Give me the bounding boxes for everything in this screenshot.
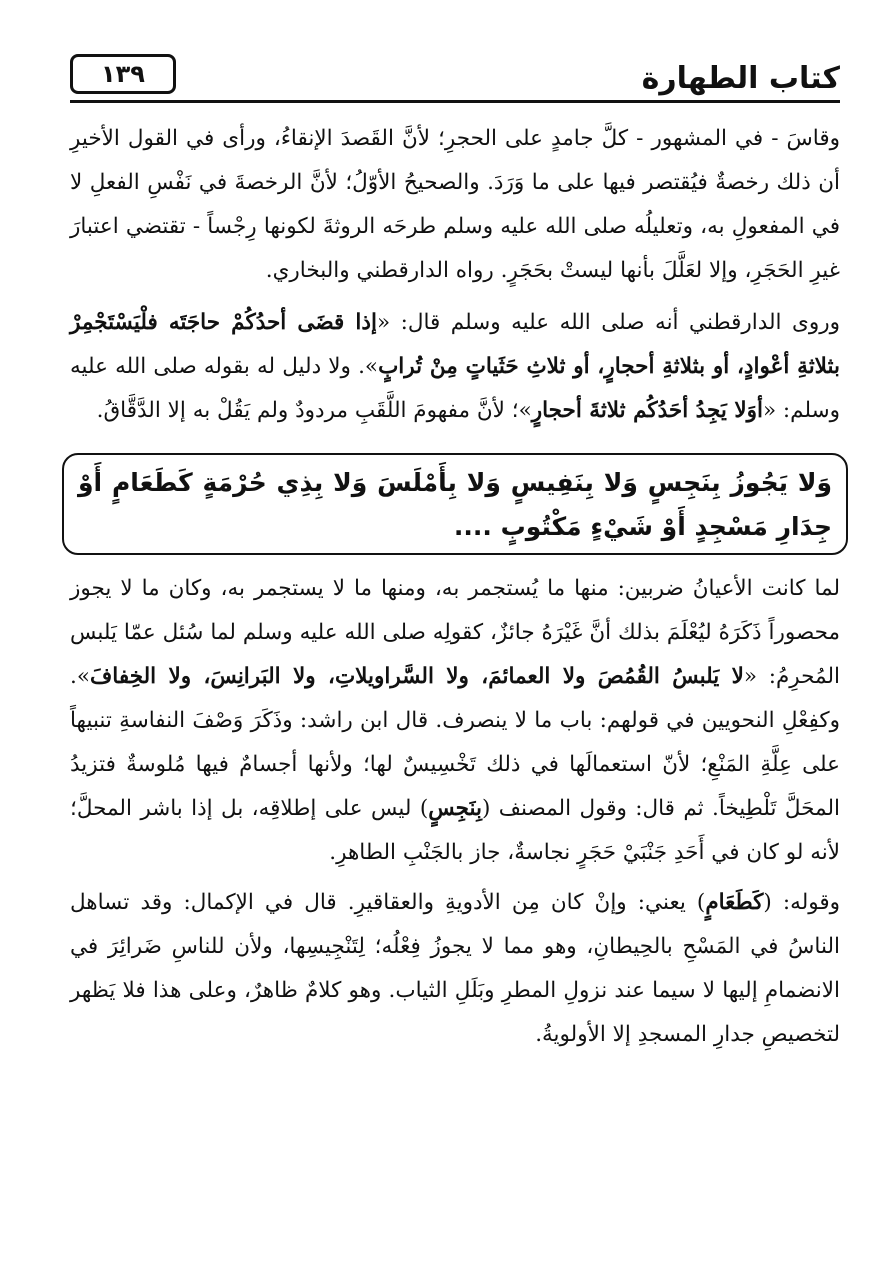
running-title: كتاب الطهارة xyxy=(641,61,840,96)
matn-text: وَلا يَجُوزُ بِنَجِسٍ وَلا بِنَفِيسٍ وَلا بِأَمْلَسَ وَلا بِذِي حُرْمَةٍ كَطَعَامٍ أَوْ جِدَارِ مَسْجِدٍ أَوْ شَيْءٍ مَكْتُوبٍ .... xyxy=(78,468,832,541)
paragraph-2 xyxy=(70,301,840,433)
hadith-quote-2: أوَلا يَجِدُ أحَدُكُم ثلاثةَ أحجارٍ xyxy=(531,398,763,423)
book-page xyxy=(70,40,840,1057)
paragraph-3 xyxy=(70,567,840,875)
hadith-quote-1: إذا قضَى أحدُكُمْ حاجَتَه فلْيَسْتَجْمِرْ بثلاثةِ أعْوادٍ، أو بثلاثةِ أحجارٍ، أو ثلاثِ حَثَياتٍ مِنْ تُرابٍ xyxy=(70,310,840,379)
paragraph-1: وقاسَ - في المشهور - كلَّ جامدٍ على الحجرِ؛ لأنَّ القَصدَ الإنقاءُ، ورأى في القول الأخيرِ أن ذلك رخصةٌ فيُقتصر فيها على ما وَرَدَ. والصحيحُ الأوّلُ؛ لأنَّ الرخصةَ في نَفْسِ الفعلِ لا في المفعولِ به، وتعليلُه صلى الله عليه وسلم طرحَه الروثةَ لكونها رِجْساً - تقتضي اعتبارَ غيرِ الحَجَرِ، وإلا لعَلَّلَ بأنها ليستْ بحَجَرٍ. رواه الدارقطني والبخاري. xyxy=(70,126,840,283)
paragraph-2-end: »؛ لأنَّ مفهومَ اللَّقَبِ مردودٌ ولم يَقُلْ به إلا الدَّقَّاقُ. xyxy=(96,398,532,423)
paragraph-3-tail: ) ليس على إطلاقِه، بل إذا باشر المحلَّ؛ لأنه لو كان في أَحَدِ جَنْبَيْ حَجَرٍ نجاسةٌ، جاز بالجَنْبِ الطاهرِ. xyxy=(70,796,840,865)
paragraph-2-intro: وروى الدارقطني أنه صلى الله عليه وسلم قال: « xyxy=(376,310,840,335)
matn-word-najis: بِنَجِسٍ xyxy=(428,796,482,821)
page-header xyxy=(70,40,840,103)
matn-word-taam: كَطَعَامٍ xyxy=(705,890,764,915)
paragraph-3-intro: لما كانت الأعيانُ ضربين: منها ما يُستجمر به، ومنها ما لا يستجمر به، وكان ما لا يجوز محصوراً ذَكَرَهُ ليُعْلَمَ بذلك أنَّ غَيْرَهُ جائزٌ، كقولِه صلى الله عليه وسلم لما سُئل عمّا يَلبس المُحرِمُ: « xyxy=(70,576,840,689)
paragraph-4-intro: وقوله: ( xyxy=(763,890,841,915)
matn-text-box xyxy=(62,453,848,555)
paragraph-2-middle: ». ولا دليل له بقوله صلى الله عليه وسلم: « xyxy=(70,354,840,423)
paragraph-3-end: ». وكفِعْلِ النحويين في قولهم: باب ما لا ينصرف. قال ابن راشد: وذَكَرَ وَصْفَ النفاسةِ تنبيهاً على عِلَّةِ المَنْعِ؛ لأنّ استعمالَها في ذلك تَخْسِيسٌ لها؛ ولأنها أجسامٌ فيها مُلوسةٌ فتزيدُ المحَلَّ تَلْطِيخاً. ثم قال: وقول المصنف ( xyxy=(70,664,840,821)
paragraph-4 xyxy=(70,881,840,1057)
page-number-box: ١٣٩ xyxy=(70,54,176,94)
paragraph-4-text: ) يعني: وإنْ كان مِن الأدويةِ والعقاقيرِ. قال في الإكمال: وقد تساهل الناسُ في المَسْحِ بالحِيطانِ، وهو مما لا يجوزُ فِعْلُه؛ لِتَنْجِيسِها، ولأن للناسِ ضَرائِرَ في الانضمامِ إليها لا سيما عند نزولِ المطرِ وبَلَلِ الثياب. وهو كلامٌ ظاهرٌ، وعلى هذا فلا يَظهر لتخصيصِ جدارِ المسجدِ إلا الأولويةُ. xyxy=(70,890,840,1047)
hadith-quote-3: لا يَلبسُ القُمُصَ ولا العمائمَ، ولا السَّراويلاتِ، ولا البَرانِسَ، ولا الخِفافَ xyxy=(90,664,744,689)
